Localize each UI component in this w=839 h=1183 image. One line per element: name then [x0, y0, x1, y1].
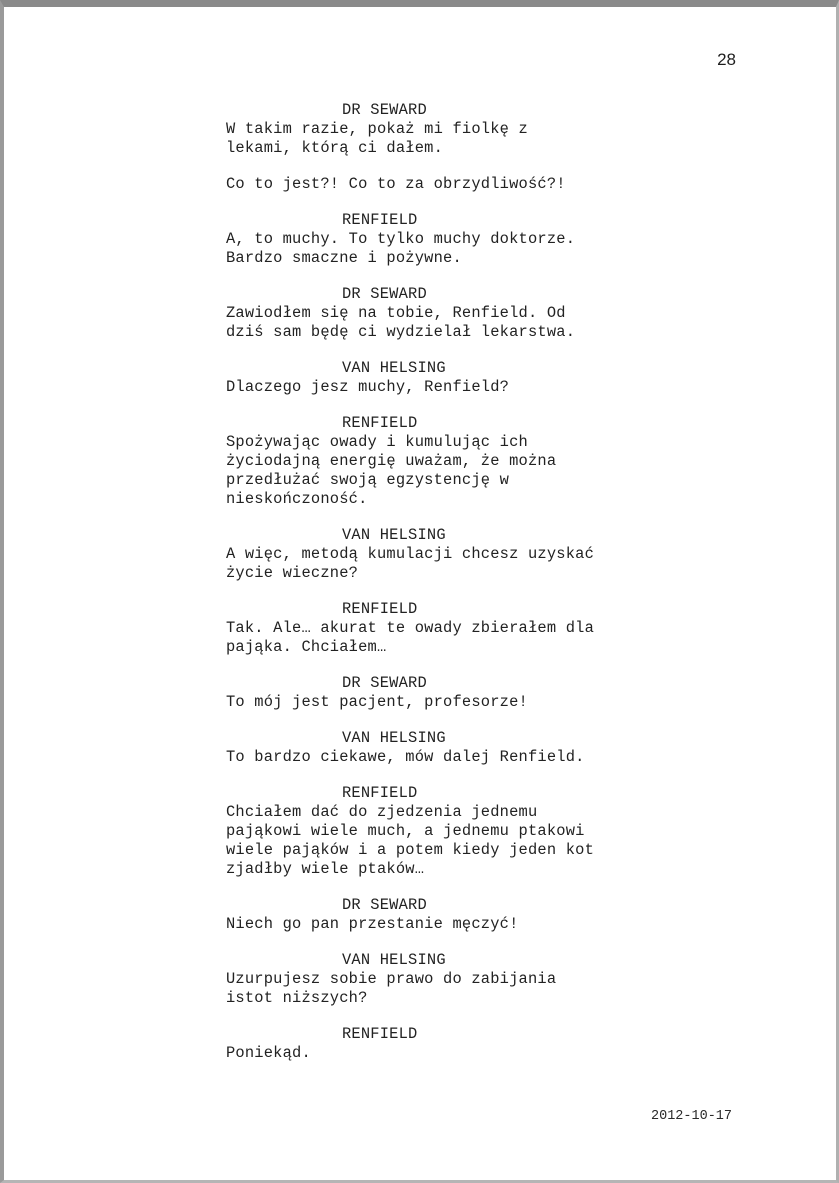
dialogue-line: dziś sam będę ci wydzielał lekarstwa.: [226, 323, 576, 341]
dialogue-line: pająkowi wiele much, a jednemu ptakowi: [226, 822, 585, 840]
character-name: DR SEWARD: [342, 285, 427, 303]
character-name: RENFIELD: [342, 784, 418, 802]
dialogue-line: Chciałem dać do zjedzenia jednemu: [226, 803, 538, 821]
character-name: VAN HELSING: [342, 951, 446, 969]
action-block: [226, 175, 626, 194]
footer-date: 2012-10-17: [651, 1109, 733, 1124]
dialogue-block: [226, 729, 626, 767]
character-name: RENFIELD: [342, 211, 418, 229]
dialogue-line: W takim razie, pokaż mi fiolkę z: [226, 120, 528, 138]
dialogue-line: wiele pająków i a potem kiedy jeden kot: [226, 841, 594, 859]
character-name: VAN HELSING: [342, 729, 446, 747]
dialogue-block: [226, 101, 626, 158]
dialogue-line: To bardzo ciekawe, mów dalej Renfield.: [226, 748, 585, 766]
dialogue-line: A, to muchy. To tylko muchy doktorze.: [226, 230, 576, 248]
dialogue-line: To mój jest pacjent, profesorze!: [226, 693, 528, 711]
dialogue-block: [226, 285, 626, 342]
dialogue-block: [226, 359, 626, 397]
dialogue-line: pająka. Chciałem…: [226, 638, 387, 656]
dialogue-line: Niech go pan przestanie męczyć!: [226, 915, 519, 933]
dialogue-line: życie wieczne?: [226, 564, 359, 582]
dialogue-line: istot niższych?: [226, 989, 368, 1007]
screenplay-body: [226, 101, 626, 1080]
dialogue-line: Bardzo smaczne i pożywne.: [226, 249, 462, 267]
dialogue-block: [226, 951, 626, 1008]
action-line: Co to jest?! Co to za obrzydliwość?!: [226, 175, 566, 193]
character-name: VAN HELSING: [342, 359, 446, 377]
dialogue-line: życiodajną energię uważam, że można: [226, 452, 557, 470]
character-name: DR SEWARD: [342, 101, 427, 119]
dialogue-line: lekami, którą ci dałem.: [226, 139, 444, 157]
dialogue-block: [226, 896, 626, 934]
dialogue-block: [226, 674, 626, 712]
dialogue-block: [226, 526, 626, 583]
character-name: RENFIELD: [342, 1025, 418, 1043]
dialogue-line: Uzurpujesz sobie prawo do zabijania: [226, 970, 557, 988]
dialogue-block: [226, 1025, 626, 1063]
character-name: DR SEWARD: [342, 674, 427, 692]
dialogue-line: Tak. Ale… akurat te owady zbierałem dla: [226, 619, 594, 637]
page-number: 28: [717, 50, 736, 69]
character-name: RENFIELD: [342, 414, 418, 432]
dialogue-line: zjadłby wiele ptaków…: [226, 860, 425, 878]
dialogue-line: przedłużać swoją egzystencję w: [226, 471, 510, 489]
dialogue-block: [226, 600, 626, 657]
dialogue-line: Poniekąd.: [226, 1044, 311, 1062]
character-name: RENFIELD: [342, 600, 418, 618]
dialogue-line: A więc, metodą kumulacji chcesz uzyskać: [226, 545, 594, 563]
dialogue-block: [226, 211, 626, 268]
dialogue-line: Spożywając owady i kumulując ich: [226, 433, 528, 451]
dialogue-line: Dlaczego jesz muchy, Renfield?: [226, 378, 510, 396]
dialogue-line: Zawiodłem się na tobie, Renfield. Od: [226, 304, 566, 322]
dialogue-block: [226, 784, 626, 879]
character-name: DR SEWARD: [342, 896, 427, 914]
character-name: VAN HELSING: [342, 526, 446, 544]
dialogue-line: nieskończoność.: [226, 490, 368, 508]
dialogue-block: [226, 414, 626, 509]
